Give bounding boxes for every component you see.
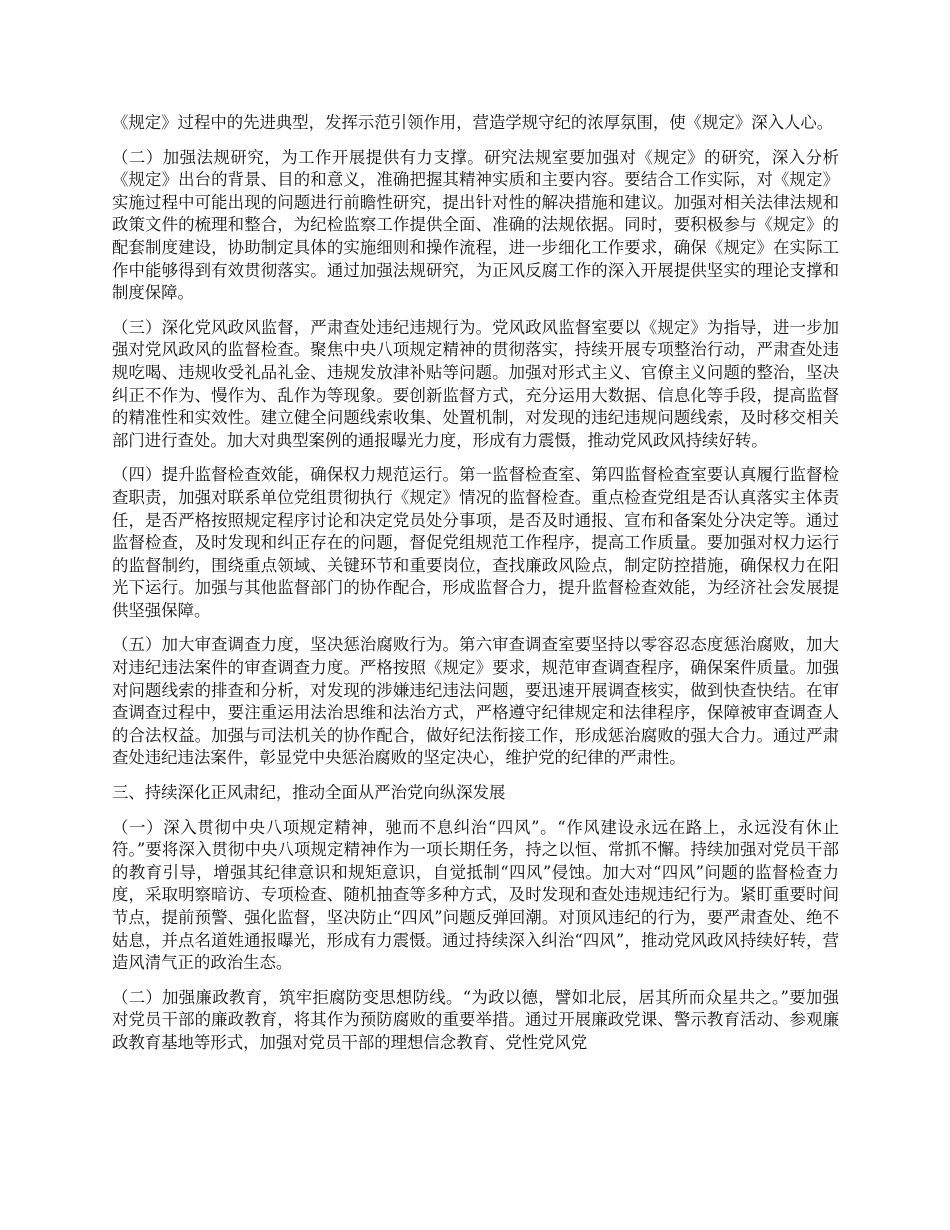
paragraph-supervision-efficiency: （四）提升监督检查效能，确保权力规范运行。第一监督检查室、第四监督检查室要认真履行监督检查职责，加强对联系单位党组贯彻执行《规定》情况的监督检查。重点检查党组是否认真落实主体责任，是否严格按照规定程序讨论和决定党员处分事项，是否及时通报、宣布和备案处分决定等。通过监督检查，及时发现和纠正存在的问题，督促党组规范工作程序，提高工作质量。要加强对权力运行的监督制约，围绕重点领域、关键环节和重要岗位，查找廉政风险点，制定防控措施，确保权力在阳光下运行。加强与其他监督部门的协作配合，形成监督合力，提升监督检查效能，为经济社会发展提供坚强保障。: [112, 465, 839, 620]
paragraph-party-style-supervision: （三）深化党风政风监督，严肃查处违纪违规行为。党风政风监督室要以《规定》为指导，进一步加强对党风政风的监督检查。聚焦中央八项规定精神的贯彻落实，持续开展专项整治行动，严肃查处违规吃喝、违规收受礼品礼金、违规发放津补贴等问题。加强对形式主义、官僚主义问题的整治，坚决纠正不作为、慢作为、乱作为等现象。要创新监督方式，充分运用大数据、信息化等手段，提高监督的精准性和实效性。建立健全问题线索收集、处置机制，对发现的违纪违规问题线索，及时移交相关部门进行查处。加大对典型案例的通报曝光力度，形成有力震慑，推动党风政风持续好转。: [112, 317, 839, 450]
document-page: [112, 112, 839, 1067]
paragraph-regulation-research: （二）加强法规研究，为工作开展提供有力支撑。研究法规室要加强对《规定》的研究，深入分析《规定》出台的背景、目的和意义，准确把握其精神实质和主要内容。要结合工作实际，对《规定》实施过程中可能出现的问题进行前瞻性研究，提出针对性的解决措施和建议。加强对相关法律法规和政策文件的梳理和整合，为纪检监察工作提供全面、准确的法规依据。同时，要积极参与《规定》的配套制度建设，协助制定具体的实施细则和操作流程，进一步细化工作要求，确保《规定》在实际工作中能够得到有效贯彻落实。通过加强法规研究，为正风反腐工作的深入开展提供坚实的理论支撑和制度保障。: [112, 147, 839, 303]
paragraph-continuation-model-typical: 《规定》过程中的先进典型，发挥示范引领作用，营造学规守纪的浓厚氛围，使《规定》深入人心。: [112, 113, 834, 132]
paragraph-integrity-education: （二）加强廉政教育，筑牢拒腐防变思想防线。“为政以德，譬如北辰，居其所而众星共之。”要加强对党员干部的廉政教育，将其作为预防腐败的重要举措。通过开展廉政党课、警示教育活动、参观廉政教育基地等形式，加强对党员干部的理想信念教育、党性党风党: [112, 987, 839, 1052]
section-heading-three: 三、持续深化正风肃纪，推动全面从严治党向纵深发展: [112, 783, 506, 803]
paragraph-eight-point-regulations: （一）深入贯彻中央八项规定精神，驰而不息纠治“四风”。“作风建设永远在路上，永远没有休止符。”要将深入贯彻中央八项规定精神作为一项长期任务，持之以恒、常抓不懈。持续加强对党员干部的教育引导，增强其纪律意识和规矩意识，自觉抵制“四风”侵蚀。加大对“四风”问题的监督检查力度，采取明察暗访、专项检查、随机抽查等多种方式，及时发现和查处违规违纪行为。紧盯重要时间节点，提前预警、强化监督，坚决防止“四风”问题反弹回潮。对顶风违纪的行为，要严肃查处、绝不姑息，并点名道姓通报曝光，形成有力震慑。通过持续深入纠治“四风”，推动党风政风持续好转，营造风清气正的政治生态。: [112, 817, 839, 973]
paragraph-review-investigation: （五）加大审查调查力度，坚决惩治腐败行为。第六审查调查室要坚持以零容忍态度惩治腐败，加大对违纪违法案件的审查调查力度。严格按照《规定》要求，规范审查调查程序，确保案件质量。加强对问题线索的排查和分析，对发现的涉嫌违纪违法问题，要迅速开展调查核实，做到快查快结。在审查调查过程中，要注重运用法治思维和法治方式，严格遵守纪律规定和法律程序，保障被审查调查人的合法权益。加强与司法机关的协作配合，做好纪法衔接工作，形成惩治腐败的强大合力。通过严肃查处违纪违法案件，彰显党中央惩治腐败的坚定决心，维护党的纪律的严肃性。: [112, 635, 839, 768]
